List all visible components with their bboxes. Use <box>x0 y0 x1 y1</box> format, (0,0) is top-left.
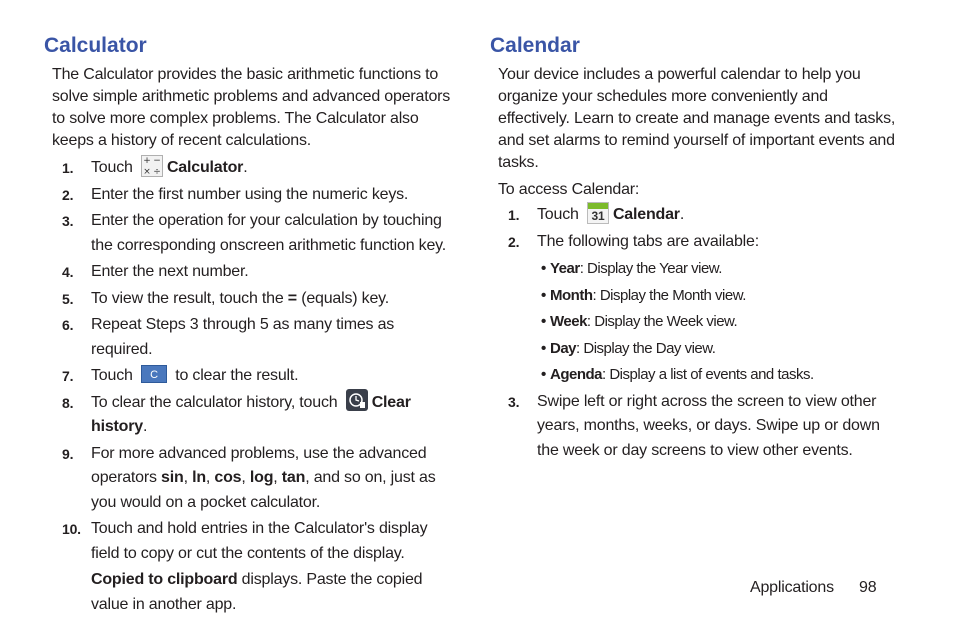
step-7: 7. Touch C to clear the result. <box>44 364 454 389</box>
calendar-access-text: To access Calendar: <box>498 181 640 198</box>
calendar-tabs-list <box>490 256 900 389</box>
page-number: 98 <box>859 579 877 596</box>
step-5: 5. To view the result, touch the = (equals) key. <box>62 289 389 307</box>
clear-c-icon: C <box>141 365 167 383</box>
calculator-heading: Calculator <box>44 34 147 57</box>
calculator-steps <box>44 156 454 617</box>
calendar-section <box>490 30 900 465</box>
cal-step-1: 1. Touch 31 Calendar. <box>490 203 900 228</box>
step-6: 6. Repeat Steps 3 through 5 as many times as required. <box>62 316 395 358</box>
calendar-icon: 31 <box>587 202 609 224</box>
tab-day-item: • Day: Display the Day view. <box>541 339 716 357</box>
step-3: 3. Enter the operation for your calculation by touching the corresponding onscreen arithmetic function key. <box>62 212 447 254</box>
tab-year-item: • Year: Display the Year view. <box>541 260 722 277</box>
calculator-section <box>44 30 454 619</box>
calendar-steps-cont <box>490 390 900 464</box>
step-9: 9. For more advanced problems, use the advanced operators sin, ln, cos, log, tan, and so on, just as you would on a pocket calculator. <box>62 444 436 511</box>
tab-month-item: • Month: Display the Month view. <box>541 286 746 304</box>
cal-step-2: 2. The following tabs are available: <box>508 232 759 250</box>
step-10: 10. Touch and hold entries in the Calculator's display field to copy or cut the contents of the display. Copied to clipboard displays. Paste the copied value in another app. <box>44 517 454 617</box>
tab-week-item: • Week: Display the Week view. <box>541 313 738 330</box>
cal-step-3: 3. Swipe left or right across the screen to view other years, months, weeks, or days. Swipe up or down the week or day screens to view other events. <box>508 392 880 459</box>
calendar-heading: Calendar <box>490 34 580 57</box>
step-1: 1. Touch + − × ÷ Calculator. <box>62 155 248 177</box>
footer-section-label: Applications <box>750 579 834 596</box>
calculator-intro: The Calculator provides the basic arithmetic functions to solve simple arithmetic problems and advanced operators to solve more complex problems. The Calculator also keeps a history of recent calculations. <box>52 66 451 149</box>
clear-history-icon <box>346 389 368 411</box>
step-10-note: Copied to clipboard displays. Paste the copied value in another app. <box>91 571 423 613</box>
calendar-steps <box>490 203 900 254</box>
tab-agenda-item: • Agenda: Display a list of events and tasks. <box>541 366 814 383</box>
calendar-intro: Your device includes a powerful calendar to help you organize your schedules more conveniently and effectively. Learn to create and manage events and tasks, and set alarms to remind yourself of important events and tasks. <box>498 66 896 171</box>
step-2: 2. Enter the first number using the numeric keys. <box>62 185 409 203</box>
step-8: 8. To clear the calculator history, touch Clear history. <box>44 391 454 440</box>
step-4: 4. Enter the next number. <box>62 263 249 280</box>
calculator-icon: + − × ÷ <box>141 155 163 177</box>
